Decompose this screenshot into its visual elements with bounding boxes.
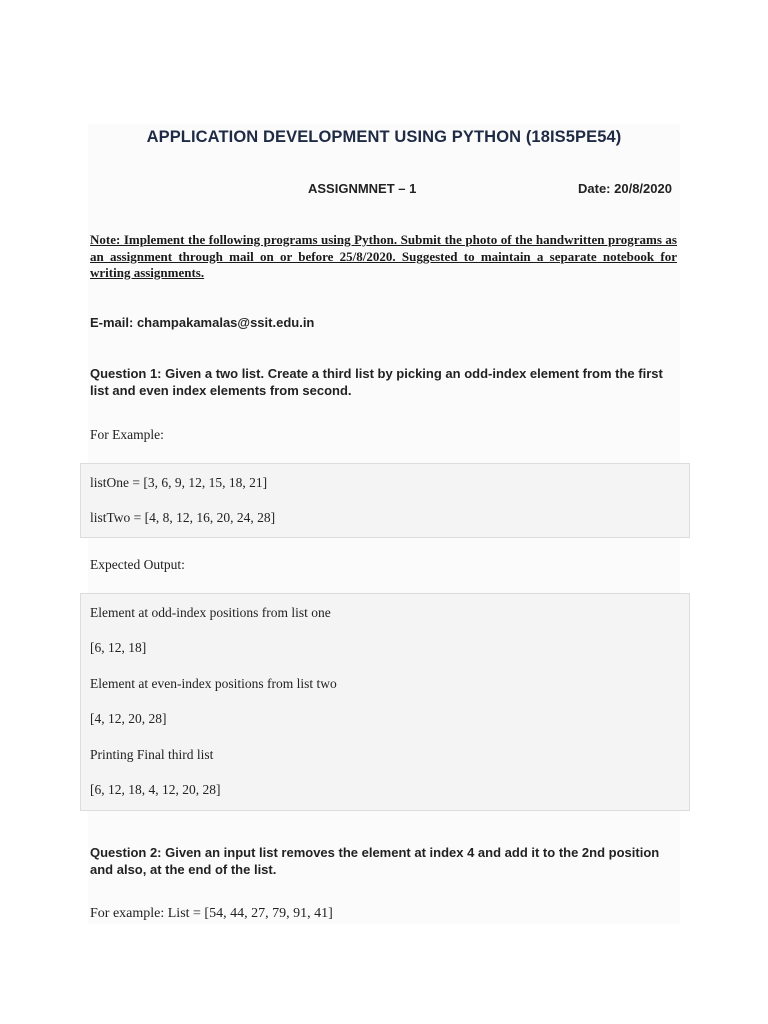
code-line: Element at odd-index positions from list one (90, 605, 331, 620)
question-2-example: For example: List = [54, 44, 27, 79, 91, 41] (90, 906, 333, 921)
example-label: For Example: (90, 427, 164, 442)
expected-output-label: Expected Output: (90, 557, 185, 572)
submission-note: Note: Implement the following programs using Python. Submit the photo of the handwritten programs as an assignment through mail on or before 25/8/2020. Suggested to maintain a separate notebook for writing assignments. (90, 232, 677, 280)
code-line: [6, 12, 18, 4, 12, 20, 28] (90, 782, 221, 797)
code-line: listTwo = [4, 8, 12, 16, 20, 24, 28] (90, 510, 276, 525)
code-line: listOne = [3, 6, 9, 12, 15, 18, 21] (90, 475, 268, 490)
code-line: Element at even-index positions from list two (90, 676, 337, 691)
question-1: Question 1: Given a two list. Create a third list by picking an odd-index element from the first list and even index elements from second. (90, 366, 663, 398)
assignment-date: Date: 20/8/2020 (578, 181, 672, 196)
code-line: [4, 12, 20, 28] (90, 711, 167, 726)
contact-email: E-mail: champakamalas@ssit.edu.in (90, 315, 315, 330)
assignment-number: ASSIGNMNET – 1 (308, 181, 417, 196)
code-line: [6, 12, 18] (90, 640, 147, 655)
question-2: Question 2: Given an input list removes the element at index 4 and add it to the 2nd position and also, at the end of the list. (90, 845, 660, 877)
code-line: Printing Final third list (90, 747, 214, 762)
output-code-block (80, 593, 690, 811)
document-title: APPLICATION DEVELOPMENT USING PYTHON (18IS5PE54) (146, 128, 622, 146)
input-code-block (80, 463, 690, 538)
